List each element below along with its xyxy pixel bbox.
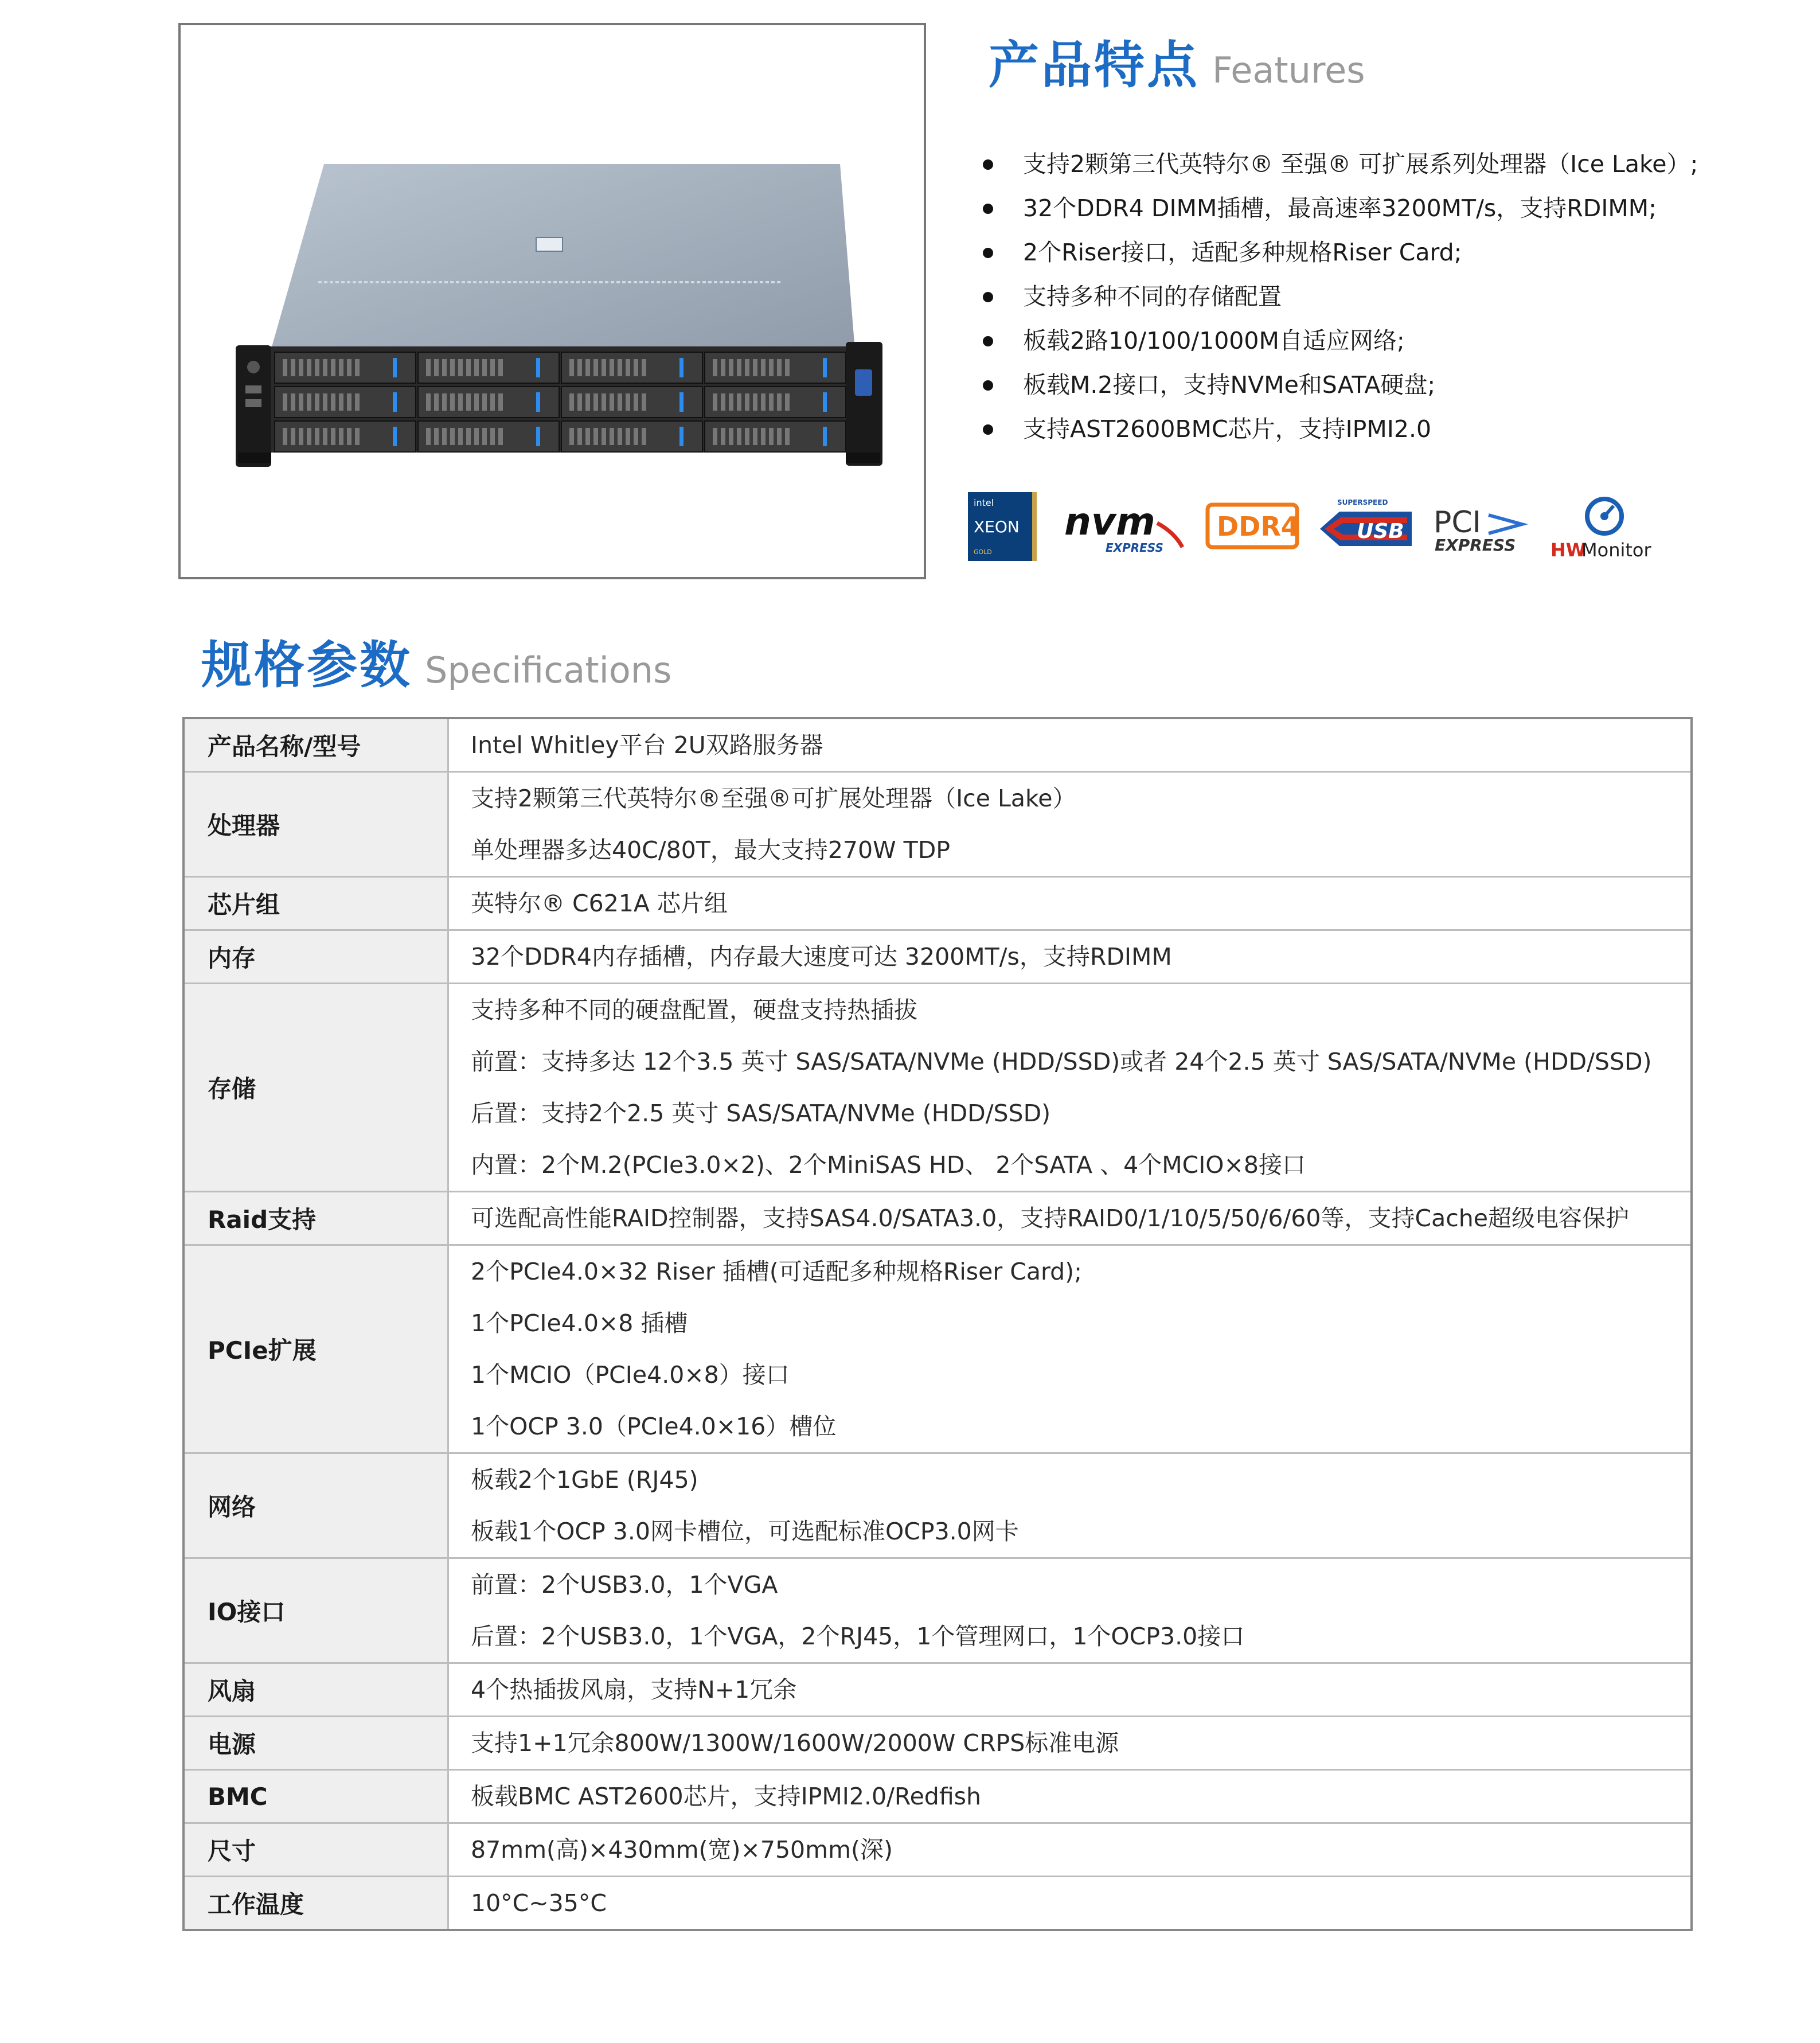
spec-value-line: 支持2颗第三代英特尔®至强®可扩展处理器（Ice Lake） [471, 785, 1076, 812]
spec-value-line: 2个PCIe4.0×32 Riser 插槽(可适配多种规格Riser Card); [471, 1258, 1082, 1285]
feature-item: 支持多种不同的存储配置 [982, 275, 1813, 319]
spec-table [182, 717, 1693, 1931]
drive-led [536, 392, 540, 412]
svg-text:EXPRESS: EXPRESS [1435, 536, 1516, 555]
specs-subtitle: Specifications [425, 649, 672, 691]
spec-value-line: 1个MCIO（PCIe4.0×8）接口 [471, 1361, 790, 1389]
feature-item: 32个DDR4 DIMM插槽，最高速率3200MT/s，支持RDIMM; [982, 186, 1813, 231]
feature-item: 支持2颗第三代英特尔® 至强® 可扩展系列处理器（Ice Lake）; [982, 142, 1813, 186]
spec-label: BMC [183, 1770, 448, 1823]
spec-value [448, 1770, 1692, 1823]
spec-value [448, 772, 1692, 877]
spec-value-line: 前置：支持多达 12个3.5 英寸 SAS/SATA/NVMe (HDD/SSD)或者 24个2.5 英寸 SAS/SATA/NVMe (HDD/SSD) [471, 1048, 1652, 1075]
spec-value-line: 1个PCIe4.0×8 插槽 [471, 1309, 688, 1337]
intel-xeon-logo [968, 492, 1037, 561]
spec-value-line: 内置：2个M.2(PCIe3.0×2)、2个MiniSAS HD、 2个SATA 、4个MCIO×8接口 [471, 1151, 1306, 1179]
spec-row [183, 877, 1692, 930]
spec-value-line: 可选配高性能RAID控制器，支持SAS4.0/SATA3.0，支持RAID0/1/10/5/50/6/60等，支持Cache超级电容保护 [471, 1204, 1629, 1232]
spec-label: 处理器 [183, 772, 448, 877]
spec-row [183, 1245, 1692, 1453]
drive-led [679, 358, 684, 377]
spec-value [448, 1663, 1692, 1717]
product-photo [178, 23, 926, 579]
svg-text:DDR4: DDR4 [1217, 511, 1299, 542]
spec-value-line: 4个热插拔风扇，支持N+1冗余 [471, 1676, 797, 1703]
spec-row [183, 984, 1692, 1192]
feature-item: 板载2路10/100/1000M自适应网络; [982, 319, 1813, 363]
drive-led [679, 427, 684, 446]
spec-value [448, 718, 1692, 772]
spec-label: 风扇 [183, 1663, 448, 1717]
spec-value [448, 1453, 1692, 1558]
spec-value [448, 877, 1692, 930]
svg-text:Monitor: Monitor [1581, 539, 1651, 561]
svg-text:PCI: PCI [1434, 505, 1482, 540]
spec-row [183, 718, 1692, 772]
logo-strip [968, 492, 1690, 567]
spec-label: 产品名称/型号 [183, 718, 448, 772]
spec-value-line: 前置：2个USB3.0，1个VGA [471, 1571, 778, 1598]
spec-label: IO接口 [183, 1558, 448, 1663]
feature-list [982, 142, 1813, 451]
spec-row [183, 1663, 1692, 1717]
specs-header [201, 625, 671, 697]
drive-led [536, 427, 540, 446]
drive-led [823, 358, 827, 377]
spec-value-line: 后置：支持2个2.5 英寸 SAS/SATA/NVMe (HDD/SSD) [471, 1100, 1051, 1127]
spec-row [183, 1453, 1692, 1558]
spec-value [448, 1717, 1692, 1770]
spec-value [448, 984, 1692, 1192]
spec-row [183, 772, 1692, 877]
spec-value-line: Intel Whitley平台 2U双路服务器 [471, 731, 823, 759]
hw-monitor-logo [1547, 492, 1662, 561]
features-subtitle: Features [1212, 49, 1365, 91]
spec-value-line: 87mm(高)×430mm(宽)×750mm(深) [471, 1836, 893, 1863]
spec-label: 内存 [183, 930, 448, 984]
feature-item: 支持AST2600BMC芯片，支持IPMI2.0 [982, 407, 1813, 451]
svg-text:XEON: XEON [974, 517, 1020, 536]
drive-led [823, 427, 827, 446]
svg-text:HW: HW [1550, 539, 1587, 561]
svg-text:EXPRESS: EXPRESS [1106, 541, 1163, 555]
spec-row [183, 930, 1692, 984]
spec-label: 电源 [183, 1717, 448, 1770]
spec-label: PCIe扩展 [183, 1245, 448, 1453]
spec-value-line: 支持1+1冗余800W/1300W/1600W/2000W CRPS标准电源 [471, 1729, 1119, 1757]
spec-row [183, 1770, 1692, 1823]
drive-led [393, 392, 397, 412]
drive-led [393, 358, 397, 377]
drive-led [393, 427, 397, 446]
spec-value [448, 1877, 1692, 1931]
feature-item: 板载M.2接口，支持NVMe和SATA硬盘; [982, 363, 1813, 407]
drive-led [679, 392, 684, 412]
drive-led [823, 392, 827, 412]
spec-value-line: 后置：2个USB3.0，1个VGA，2个RJ45，1个管理网口，1个OCP3.0接口 [471, 1623, 1245, 1650]
spec-row [183, 1877, 1692, 1931]
spec-label: 工作温度 [183, 1877, 448, 1931]
spec-row [183, 1192, 1692, 1245]
ddr4-logo [1204, 492, 1302, 561]
spec-label: 网络 [183, 1453, 448, 1558]
features-title: 产品特点 [989, 36, 1200, 95]
spec-value-line: 板载BMC AST2600芯片，支持IPMI2.0/Redfish [471, 1783, 981, 1810]
spec-value [448, 1823, 1692, 1877]
usb-superspeed-logo [1317, 492, 1415, 561]
svg-text:SUPERSPEED: SUPERSPEED [1337, 498, 1388, 506]
spec-value [448, 930, 1692, 984]
pci-express-logo [1431, 492, 1536, 561]
spec-value-line: 支持多种不同的硬盘配置，硬盘支持热插拔 [471, 996, 917, 1024]
spec-value-line: 1个OCP 3.0（PCIe4.0×16）槽位 [471, 1413, 837, 1440]
spec-value-line: 板载2个1GbE (RJ45) [471, 1466, 698, 1494]
specs-title: 规格参数 [201, 635, 413, 695]
spec-label: 存储 [183, 984, 448, 1192]
spec-value-line: 英特尔® C621A 芯片组 [471, 890, 728, 917]
features-header [989, 25, 1365, 98]
spec-row [183, 1717, 1692, 1770]
nvm-express-logo [1060, 492, 1192, 561]
spec-value-line: 10°C~35°C [471, 1889, 607, 1917]
spec-value [448, 1558, 1692, 1663]
svg-text:GOLD: GOLD [974, 548, 992, 556]
spec-row [183, 1558, 1692, 1663]
spec-row [183, 1823, 1692, 1877]
spec-label: 芯片组 [183, 877, 448, 930]
spec-value-line: 单处理器多达40C/80T，最大支持270W TDP [471, 836, 950, 864]
feature-item: 2个Riser接口，适配多种规格Riser Card; [982, 231, 1813, 275]
svg-text:nvm: nvm [1064, 500, 1155, 544]
svg-text:USB: USB [1357, 520, 1404, 543]
svg-text:intel: intel [974, 497, 994, 508]
spec-label: Raid支持 [183, 1192, 448, 1245]
spec-value-line: 32个DDR4内存插槽，内存最大速度可达 3200MT/s，支持RDIMM [471, 943, 1172, 970]
drive-led [536, 358, 540, 377]
server-2u-image [181, 25, 924, 577]
spec-value-line: 板载1个OCP 3.0网卡槽位，可选配标准OCP3.0网卡 [471, 1518, 1019, 1545]
spec-label: 尺寸 [183, 1823, 448, 1877]
spec-value [448, 1245, 1692, 1453]
spec-value [448, 1192, 1692, 1245]
